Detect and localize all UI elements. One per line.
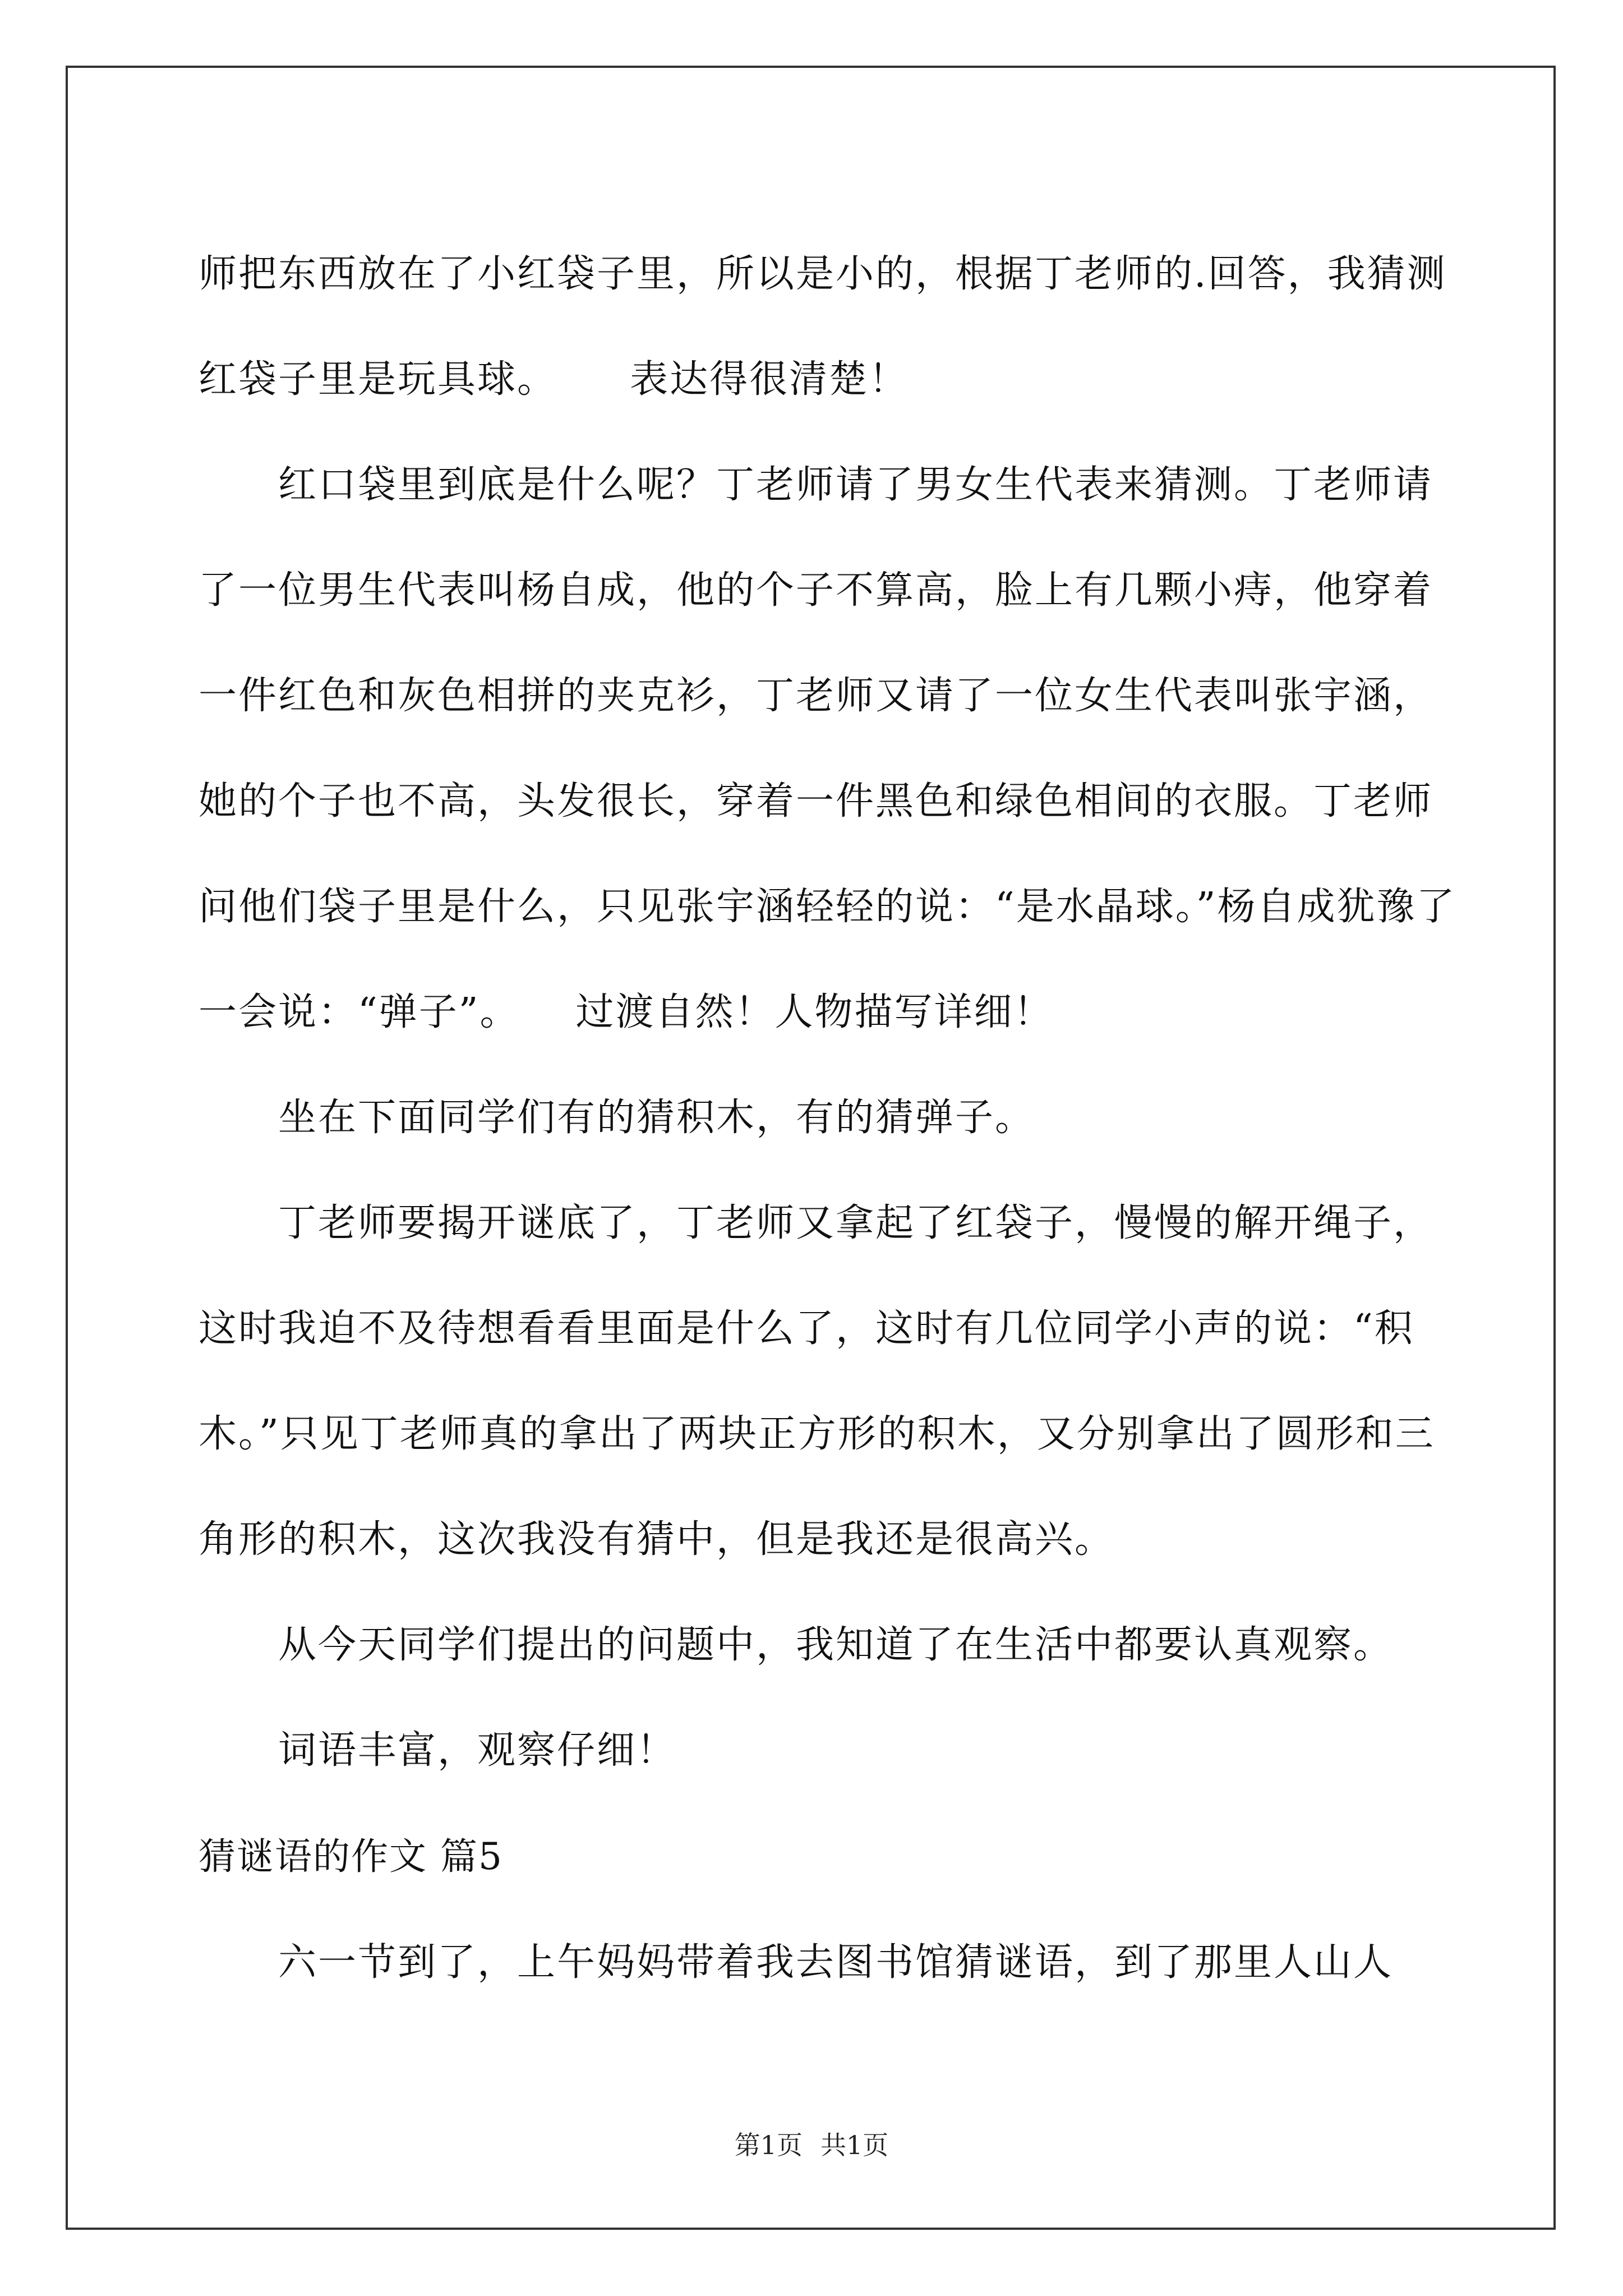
paragraph xyxy=(199,432,1472,1065)
paragraph-text: 从今天同学们提出的问题中，我知道了在生活中都要认真观察。 xyxy=(278,1623,1394,1667)
paragraph xyxy=(199,1910,1472,2016)
teacher-comment: 词语丰富，观察仔细！ xyxy=(278,1728,677,1773)
paragraph xyxy=(199,1698,1472,1803)
paragraph xyxy=(199,222,1472,432)
paragraph xyxy=(199,1593,1472,1698)
page-number: 第1页 xyxy=(734,2130,803,2160)
paragraph-text: 坐在下面同学们有的猜积木，有的猜弹子。 xyxy=(278,1096,1035,1140)
paragraph xyxy=(199,1171,1472,1593)
paragraph-text: 六一节到了，上午妈妈带着我去图书馆猜谜语，到了那里人山人 xyxy=(278,1940,1394,1985)
paragraph-text: 师把东西放在了小红袋子里，所以是小的，根据丁老师的.回答，我猜测红袋子里是玩具球。 xyxy=(199,252,1447,402)
paragraph-text: 红口袋里到底是什么呢？丁老师请了男女生代表来猜测。丁老师请了一位男生代表叫杨自成，他的个子不算高，脸上有几颗小痔，他穿着一件红色和灰色相拼的夹克衫，丁老师又请了一位女生代表叫张宇涵，她的个子也不高，头发很长，穿着一件黑色和绿色相间的衣服。丁老师问他们袋子里是什么，只见张宇涵轻轻的说：“是水晶球。”杨自成犹豫了一会说：“弹子”。 xyxy=(199,463,1456,1034)
section-heading: 猜谜语的作文 篇5 xyxy=(199,1835,503,1878)
document-body xyxy=(199,222,1472,2016)
page-total: 共1页 xyxy=(820,2130,889,2160)
teacher-comment: 表达得很清楚！ xyxy=(630,357,909,402)
paragraph-text: 丁老师要揭开谜底了，丁老师又拿起了红袋子，慢慢的解开绳子，这时我迫不及待想看看里面是什么了，这时有几位同学小声的说：“积木。”只见丁老师真的拿出了两块正方形的积木，又分别拿出了圆形和三角形的积木，这次我没有猜中，但是我还是很高兴。 xyxy=(199,1201,1435,1562)
teacher-comment: 过渡自然！人物描写详细！ xyxy=(575,990,1054,1034)
page-footer xyxy=(0,2125,1623,2162)
paragraph xyxy=(199,1065,1472,1171)
